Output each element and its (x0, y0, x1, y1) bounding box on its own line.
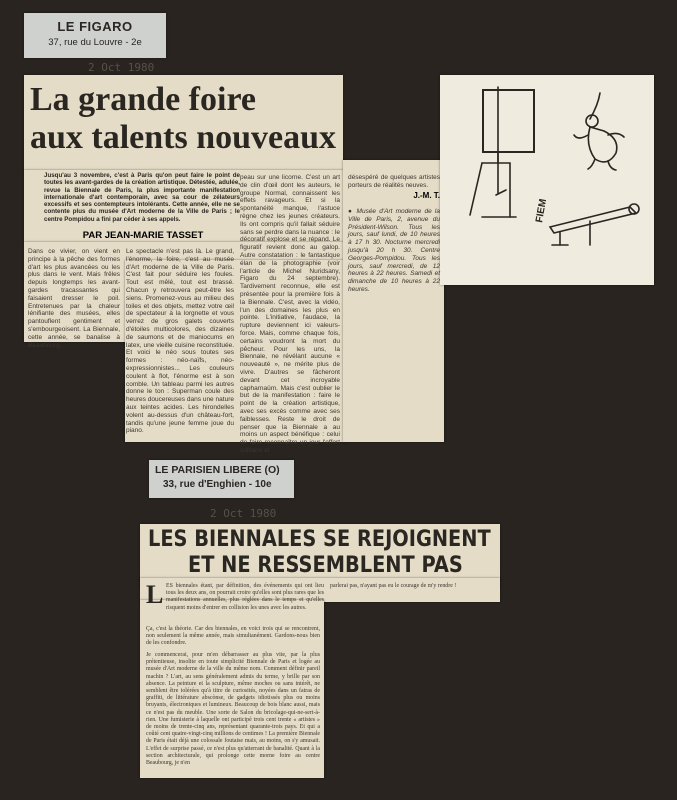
parisien-paragraph-1: ES biennales étant, par définition, des événements qui ont lieu tous les deux ans, on pourrait croire qu'elles sont plus rares que les manifestations annuelles, plus réglées dans le temps et qu'elles risquent moins d'entrer en collision les unes avec les autres. (166, 583, 324, 611)
figaro-date-stamp: 2 Oct 1980 (88, 61, 155, 74)
figaro-cartoon-drawing (440, 75, 654, 285)
cartoon-signature: FIEM (534, 198, 550, 224)
parisien-masthead-name: LE PARISIEN LIBERE (O) (155, 464, 280, 476)
figaro-headline-line2: aux talents nouveaux (30, 119, 337, 156)
parisien-date-stamp: 2 Oct 1980 (210, 507, 277, 520)
figaro-column-2: Le spectacle n'est pas là. Le grand, l'énorme, la foire, c'est au musée d'Art moderne de la Ville de Paris. C'est fait pour séduire les foules. Tout est mêlé, tout est brassé. Chacun y retrouvera peut-être les siens. Promenez-vous au milieu des toiles et des objets, mettez votre œil de spectateur à la lorgnette et vous verrez de gros galets couverts d'étoiles multicolores, des dizaines de saumons et de maniocums en latex, une vieille cuisine reconstituée. Et voici le néo sous toutes ses formes : néo-naïfs, néo-expressionnistes... Les couleurs coulent à flot, l'énorme est à son comble. Un tableau parmi les autres donne le ton : Superman coule des heures doucereuses dans une nature aux teintes acides. Les hirondelles volent au-dessus d'un château-fort, tandis qu'une jeune femme joue du piano. (126, 248, 234, 435)
figaro-column-4-text: désespéré de quelques artistes porteurs de réalités neuves. (348, 174, 440, 189)
figaro-right-column-clip (343, 160, 444, 442)
figaro-info-box: ● Musée d'Art moderne de la Ville de Paris, 2, avenue du Président-Wilson. Tous les jours, sauf lundi, de 10 heures à 17 h 30. Nocturne mercredi jusqu'à 20 h 30. Centre Georges-Pompidou. Tous les jours, sauf mercredi, de 12 heures à 22 heures. Samedi et dimanche de 10 heures à 22 heures. (348, 208, 440, 293)
figaro-column-1: Dans ce vivier, on vient en principe à la pêche des formes d'art les plus avancées ou les plus dans le vent. Mais frêles depuis longtemps les avant-gardes tracassantes qui faisaient dresser le poil. Entretenues par la chaleur lénifiante des musées, elles pantouflent gentiment et s'embourgeoisent. La Biennale, cette année, se banalise à Beaubourg. (28, 248, 120, 349)
figaro-byline: PAR JEAN-MARIE TASSET (82, 230, 204, 241)
parisien-masthead-address: 33, rue d'Enghien - 10e (163, 479, 272, 490)
figaro-lead: Jusqu'au 3 novembre, c'est à Paris qu'on peut faire le point de toutes les avant-gardes de la création artistique. Détestée, adulée, revue la Biennale de Paris, la plus importante manifestation internationale d'art contemporain, avec sa cour de zélateurs excessifs et ses contempteurs intolérants. Cette année, elle ne se contente plus du musée d'Art moderne de la Ville de Paris ; le centre Pompidou a fini par céder à ses appels. (44, 172, 240, 223)
figaro-masthead-name: LE FIGARO (57, 19, 133, 34)
figaro-column-3: peau sur une licorne. C'est un art de clin d'œil dont les auteurs, le groupe Normal, connaissent les effets ravageurs. Et si la spontanéité manque, l'astuce règne chez les jeunes créateurs. Ils ont compris qu'il fallait séduire sans se perdre dans la nuance : le décoratif explose et se répand. Le figuratif revient donc au galop. Autre constatation : le fantastique élan de la photographie (voir l'article de Michel Nuridsany, Figaro du 24 septembre). Tardivement reconnue, elle est présentée pour la première fois à la Biennale. C'est, avec la vidéo, l'un des domaines les plus en pointe. L'initiative, l'audace, la rupture deviennent ici valeurs-force. Mais, comme chaque fois, certains voudront la mort du pêcheur. Pour les uns, la Biennale, ne révélant aucune « nouveauté », ne mérite plus de vivre. D'autres se fâcheront devant cet incroyable capharnaüm. Mais c'est oublier le but de la manifestation : faire le point de la création artistique, avec ses excès comme avec ses faiblesses. Reste le droit de penser que la Biennale a au moins un aspect bénéfique : celui de faire reconnaître un jour l'effort solitaire et (240, 174, 340, 454)
figaro-masthead-address: 37, rue du Louvre - 2e (48, 37, 142, 48)
parisien-headline-line1: LES BIENNALES SE REJOIGNENT (148, 527, 491, 552)
parisien-paragraph-2: Ça, c'est la théorie. Car des biennales, en voici trois qui se rencontrent, non seulement la même année, mais simultanément. Gardons-nous bien de les confondre. (146, 626, 320, 647)
figaro-signature: J.-M. T. (413, 191, 440, 200)
parisien-paragraph-3: Je commencerai, pour m'en débarrasser au plus vite, par la plus prétentieuse, insolite en toute simplicité Biennale de Paris et logée au musée d'Art moderne de la ville du même nom. Comment définir pareil machin ? L'art, au sens généralement admis du terme, y brille par son absence. La peinture et la sculpture, même moches ou sans intérêt, ne semblent être tolérées qu'à titre de curiosités, noyées dans un fatras de graffiti, de littérature abscònse, de gadgets idiotissés plus ou moins bruyants, électroniques et lumineux. Beaucoup de bois blanc aussi, mais ce n'est pas du meuble. Une sorte de Salon du bricolage-qui-ne-sert-à-rien. Une fumisterie à laquelle ont participé trois cent trente « artistes » de moins de trente-cinq ans, représentant quarante-trois pays. Et qui a coûté cent quatre-vingt-cinq millions de centimes ! La première Biennale de Paris était déjà une colossale foutaise mais, au moins, on s'y amusait. L'effet de surprise passé, ce n'est plus qu'atterrant de banalité. Quant à la section architecturale, qui prolonge cette morne foire au centre Beaubourg, je n'en (146, 652, 320, 767)
parisien-masthead-clip (149, 460, 294, 498)
figaro-headline-line1: La grande foire (30, 81, 257, 118)
parisien-dropcap: L (146, 580, 164, 609)
figaro-masthead-clip (24, 13, 166, 58)
parisien-intro-right: parlerai pas, n'ayant pas eu le courage de m'y rendre ! (330, 583, 457, 589)
parisien-headline-line2: ET NE RESSEMBLENT PAS (188, 553, 463, 578)
